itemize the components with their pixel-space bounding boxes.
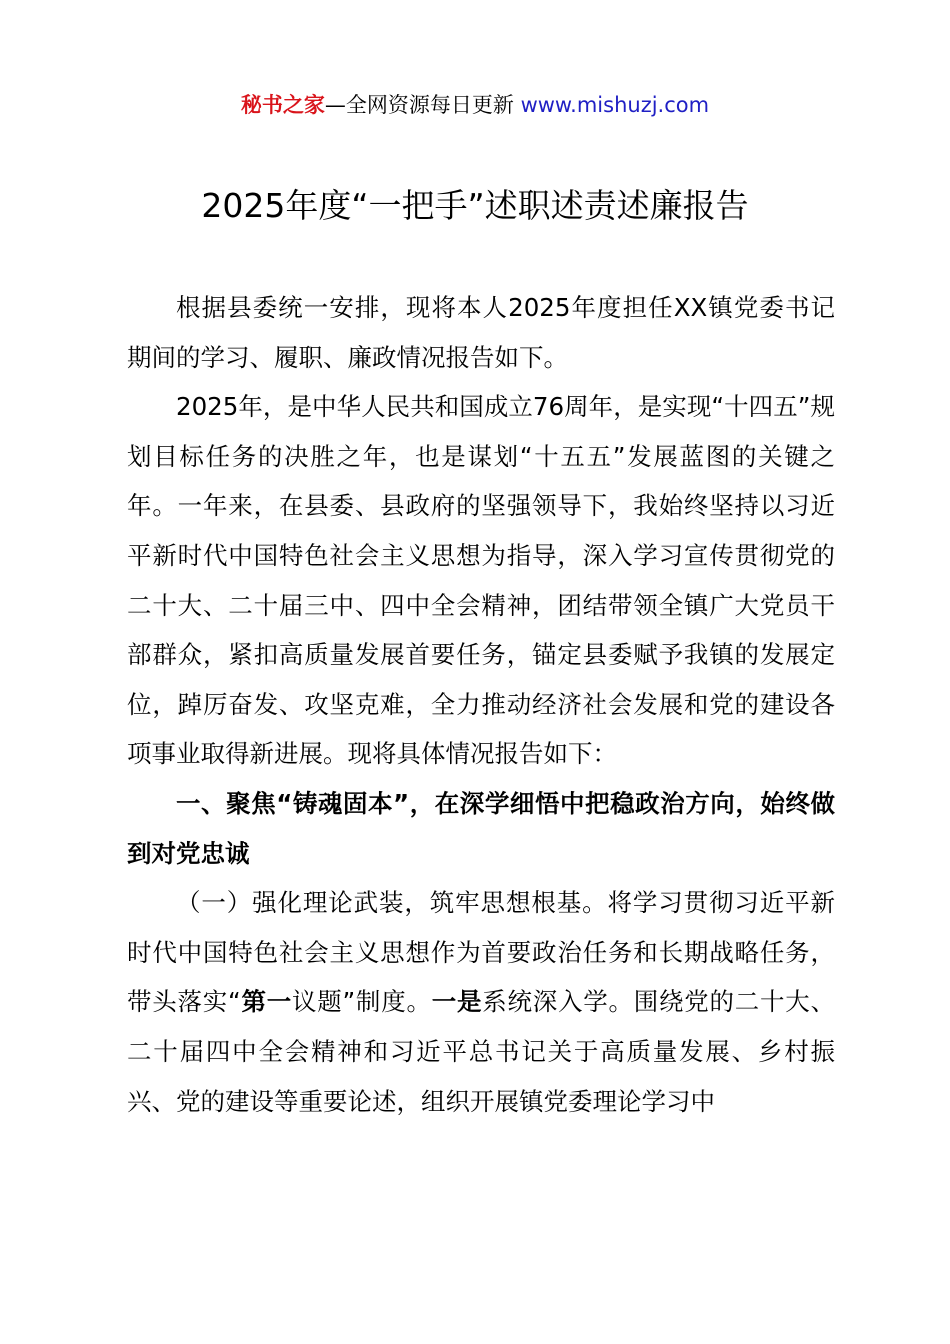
section-heading-1: 一、聚焦“铸魂固本”，在深学细悟中把稳政治方向，始终做到对党忠诚 — [127, 788, 835, 868]
document-body — [127, 283, 835, 1126]
paragraph-text: （一）强化理论武装，筑牢思想根基。将学习贯彻习近平新时代中国特色社会主义思想作为首要政治任务和长期战略任务，带头落实“ — [127, 888, 835, 1017]
bold-emphasis: 第一 — [240, 987, 292, 1017]
brand-name: 秘书之家 — [240, 93, 325, 117]
document-title: 2025年度“一把手”述职述责述廉报告 — [201, 186, 749, 225]
bold-emphasis: 一是 — [431, 987, 483, 1017]
paragraph-intro: 根据县委统一安排，现将本人2025年度担任XX镇党委书记期间的学习、履职、廉政情况报告如下。 — [127, 293, 835, 372]
header-tagline: —全网资源每日更新 — [324, 93, 514, 117]
site-url-link[interactable]: www.mishuzj.com — [520, 93, 710, 117]
paragraph-overview: 2025年，是中华人民共和国成立76周年，是实现“十四五”规划目标任务的决胜之年，也是谋划“十五五”发展蓝图的关键之年。一年来，在县委、县政府的坚强领导下，我始终坚持以习近平新时代中国特色社会主义思想为指导，深入学习宣传贯彻党的二十大、二十届三中、四中全会精神，团结带领全镇广大党员干部群众，紧扣高质量发展首要任务，锚定县委赋予我镇的发展定位，踔厉奋发、攻坚克难，全力推动经济社会发展和党的建设各项事业取得新进展。现将具体情况报告如下： — [127, 392, 835, 769]
site-header — [0, 88, 950, 122]
paragraph-text: 议题”制度。 — [291, 987, 432, 1017]
paragraph-subsection-1 — [127, 878, 835, 1126]
paragraph-text: 系统深入学。围绕党的二十大、二十届四中全会精神和习近平总书记关于高质量发展、乡村振兴、党的建设等重要论述，组织开展镇党委理论学习中 — [127, 987, 836, 1116]
